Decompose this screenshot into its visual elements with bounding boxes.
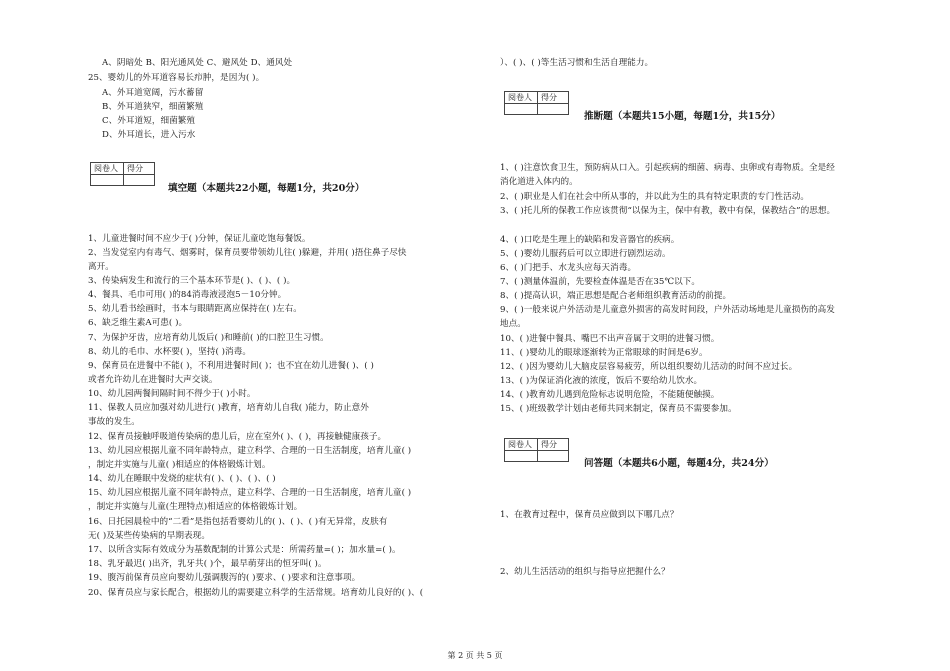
fill-line: 13、幼儿园应根据儿童不同年龄特点，建立科学、合理的一日生活制度，培育儿童( ) bbox=[88, 446, 412, 456]
fill-line: 4、餐具、毛巾可用( )的84消毒液浸泡5－10分钟。 bbox=[88, 290, 287, 300]
fill-line: 3、传染病发生和流行的三个基本环节是( )、( )、( )。 bbox=[88, 276, 296, 286]
judge-line: 10、( )进餐中餐具、嘴巴不出声音属于文明的进餐习惯。 bbox=[500, 334, 720, 344]
judge-line: 9、( )一般来说户外活动是儿童意外损害的高发时间段，户外活动场地是儿童损伤的高发 bbox=[500, 305, 835, 315]
score-label: 得分 bbox=[538, 439, 569, 451]
qa-question-2: 2、幼儿生活活动的组织与指导应把握什么？ bbox=[500, 567, 670, 577]
qa-section-heading: 问答题（本题共6小题，每题4分，共24分） bbox=[584, 458, 774, 469]
judge-line: 13、( )为保证消化液的浓度，饭后不要给幼儿饮水。 bbox=[500, 376, 703, 386]
fill-line: 15、幼儿园应根据儿童不同年龄特点，建立科学、合理的一日生活制度，培育儿童( ) bbox=[88, 488, 412, 498]
judge-section-heading: 推断题（本题共15小题，每题1分，共15分） bbox=[584, 111, 781, 122]
fill-line: 事故的发生。 bbox=[88, 417, 140, 427]
fill-line: 5、幼儿看书绘画时，书本与眼睛距离应保持在( )左右。 bbox=[88, 304, 302, 314]
fill-line: 或者允许幼儿在进餐时大声交谈。 bbox=[88, 375, 218, 385]
fill-line: 10、幼儿园两餐间隔时间不得少于( )小时。 bbox=[88, 389, 256, 399]
q24-options: A、阴暗处 B、阳光通风处 C、避风处 D、通风处 bbox=[102, 58, 293, 68]
fill-line: ，制定并实施与儿童( )相适应的体格锻炼计划。 bbox=[88, 460, 271, 470]
score-label: 得分 bbox=[124, 163, 155, 175]
fill-line: 6、缺乏维生素A可患( )。 bbox=[88, 318, 188, 328]
fill-line: 16、日托园晨检中的“二看”是指包括看婴幼儿的( )、( )、( )有无异常，皮肤有 bbox=[88, 517, 388, 527]
fill-line: 12、保育员接触呼吸道传染病的患儿后，应在室外( )、( )，再接触健康孩子。 bbox=[88, 432, 387, 442]
fill-score-box bbox=[90, 162, 155, 186]
judge-line: 地点。 bbox=[500, 319, 526, 329]
grader-label: 阅卷人 bbox=[505, 439, 538, 451]
fill-line: 8、幼儿的毛巾、水杯要( )，坚持( )消毒。 bbox=[88, 347, 251, 357]
judge-line: 15、( )班级教学计划由老师共同来制定，保育员不需要参加。 bbox=[500, 404, 737, 414]
fill-continuation: ）、( )、( )等生活习惯和生活自理能力。 bbox=[500, 58, 654, 68]
fill-line: 无( )及某些传染病的早期表现。 bbox=[88, 531, 210, 541]
judge-line: 2、( )职业是人们在社会中所从事的，并以此为生的具有特定职责的专门性活动。 bbox=[500, 192, 809, 202]
fill-line: 1、儿童进餐时间不应少于( )分钟，保证儿童吃饱每餐饭。 bbox=[88, 234, 311, 244]
fill-line: 17、以所含实际有效成分为基数配制的计算公式是：所需药量=( )；加水量=( )。 bbox=[88, 545, 401, 555]
fill-line: 7、为保护牙齿，应培育幼儿饭后( )和睡前( )的口腔卫生习惯。 bbox=[88, 333, 329, 343]
fill-line: 19、腹泻前保育员应向婴幼儿强调腹泻的( )要求、( )要求和注意事项。 bbox=[88, 573, 361, 583]
judge-line: 消化道进入体内的。 bbox=[500, 177, 578, 187]
judge-line: 1、( )注意饮食卫生，预防病从口入。引起疾病的细菌、病毒、虫卵或有毒物质。全是经 bbox=[500, 163, 835, 173]
judge-line: 12、( )因为婴幼儿大脑皮层容易疲劳，所以组织婴幼儿活动的时间不应过长。 bbox=[500, 362, 798, 372]
fill-section-heading: 填空题（本题共22小题，每题1分，共20分） bbox=[168, 183, 365, 194]
fill-line: 14、幼儿在睡眠中发烧的症状有( )、( )、( )、( ) bbox=[88, 474, 276, 484]
fill-line: 20、保育员应与家长配合，根据幼儿的需要建立科学的生活常规。培育幼儿良好的( )、( bbox=[88, 588, 424, 598]
fill-line: 离开。 bbox=[88, 262, 114, 272]
q25-option-d: D、外耳道长，进入污水 bbox=[102, 130, 196, 140]
fill-line: ，制定并实施与儿童(生理特点)相适应的体格锻炼计划。 bbox=[88, 502, 303, 512]
score-label: 得分 bbox=[538, 92, 569, 104]
page-footer: 第 2 页 共 5 页 bbox=[447, 651, 503, 660]
fill-line: 9、保育员在进餐中不能( )，不利用进餐时间( )；也不宜在幼儿进餐( )、( ) bbox=[88, 361, 374, 371]
q25-option-a: A、外耳道宽阔，污水蓄留 bbox=[102, 88, 204, 98]
q25-option-b: B、外耳道狭窄，细菌繁殖 bbox=[102, 102, 204, 112]
grader-label: 阅卷人 bbox=[505, 92, 538, 104]
judge-line: 4、( )口吃是生理上的缺陷和发音器官的疾病。 bbox=[500, 235, 680, 245]
fill-line: 2、当发觉室内有毒气、烟雾时，保育员要带领幼儿往( )躲避，并用( )捂住鼻子尽快 bbox=[88, 248, 407, 258]
judge-line: 7、( )测量体温前，先要检查体温是否在35℃以下。 bbox=[500, 277, 701, 287]
judge-line: 11、( )婴幼儿的眼球逐渐转为正常眼球的时间是6岁。 bbox=[500, 348, 708, 358]
judge-line: 5、( )婴幼儿服药后可以立即进行剧烈运动。 bbox=[500, 249, 671, 259]
judge-line: 8、( )提高认识，端正思想是配合老师组织教育活动的前提。 bbox=[500, 291, 732, 301]
fill-line: 18、乳牙最迟( )出齐，乳牙共( )个，最早萌芽出的恒牙叫( )。 bbox=[88, 559, 327, 569]
qa-question-1: 1、在教育过程中，保育员应做到以下哪几点？ bbox=[500, 510, 679, 520]
fill-line: 11、保教人员应加强对幼儿进行( )教育，培育幼儿自我( )能力，防止意外 bbox=[88, 403, 369, 413]
judge-line: 3、( )托儿所的保教工作应该贯彻“以保为主，保中有教，教中有保，保教结合”的思想。 bbox=[500, 206, 836, 216]
q25-question: 25、婴幼儿的外耳道容易长疖肿，是因为( )。 bbox=[88, 73, 265, 83]
judge-score-box bbox=[504, 91, 569, 115]
grader-label: 阅卷人 bbox=[91, 163, 124, 175]
qa-score-box bbox=[504, 438, 569, 462]
judge-line: 6、( )门把手、水龙头应每天消毒。 bbox=[500, 263, 637, 273]
judge-line: 14、( )教育幼儿遇到危险标志说明危险，不能随便触摸。 bbox=[500, 390, 720, 400]
q25-option-c: C、外耳道短，细菌繁殖 bbox=[102, 116, 196, 126]
